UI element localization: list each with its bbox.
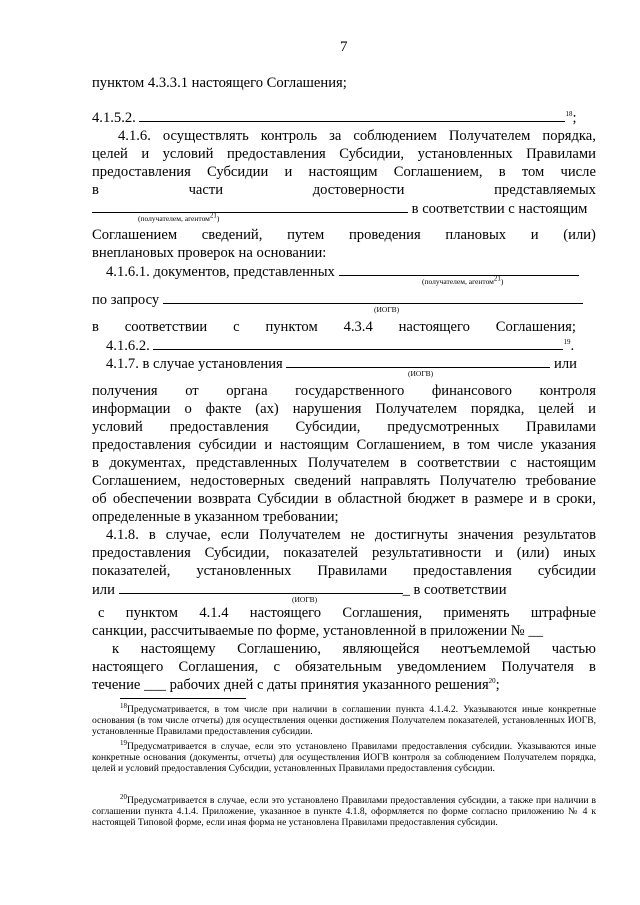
text-line: в документах, представленных Получателем в соответствии с настоящим <box>92 455 596 471</box>
field-caption: (получателем, агентом21) <box>422 274 504 286</box>
text-line: санкции, рассчитываемые по форме, установленной в приложении № __ <box>92 623 543 639</box>
blank-line <box>92 199 408 213</box>
field-caption: (ИОГВ) <box>408 369 434 378</box>
text-line: Соглашением, недостоверных сведений направлять Получателю требование <box>92 473 596 489</box>
text-line: к настоящему Соглашению, являющейся неотъемлемой частью <box>112 641 596 657</box>
text-line: 4.1.8. в случае, если Получателем не достигнуты значения результатов <box>106 527 596 543</box>
text-line: условий предоставления Субсидии, предусмотренных Правилами <box>92 419 596 435</box>
text-line: внеплановых проверок на основании: <box>92 245 327 261</box>
blank-line <box>139 108 565 122</box>
clause-label: 4.1.5.2. <box>92 110 136 126</box>
footnote-19: $^{19}$Предусматривается в случае, если это установлено Правилами предоставления субсидии. Указываются иные конкретные основания (документы, отчеты) для осуществления ИОГВ контроля за соблюдением Получателем порядка, целей и условий предоставления Субсидии, установленных Правилами предоставления субсидии. <box>92 738 596 775</box>
text-line: по запросу <box>92 290 583 309</box>
field-caption: (ИОГВ) <box>292 595 318 604</box>
clause-4-1-5-2: 4.1.5.2. $^{18}$; <box>92 110 577 126</box>
text-line: Соглашением сведений, путем проведения плановых и (или) <box>92 227 596 243</box>
text-line: целей и условий предоставления Субсидии, установленных Правилами <box>92 146 596 162</box>
text-line: получения от органа государственного финансового контроля <box>92 383 596 399</box>
blank-line <box>119 580 403 594</box>
text-line: предоставления субсидии и настоящим Соглашением, в том числе указания <box>92 437 596 453</box>
footnote-18: $^{18}$Предусматривается, в том числе при наличии в соглашении пункта 4.1.4.2. Указываются иные конкретные основания (в том числе отчеты) для осуществления оценки достижения Получателем показателей, установленных ИОГВ, установленные Правилами предоставления субсидии. <box>92 701 596 738</box>
text-line: показателей, установленных Правилами предоставления субсидии <box>92 563 596 579</box>
text-line: в части достоверности представляемых <box>92 182 596 198</box>
clause-4-1-7: 4.1.7. в случае установления или <box>106 356 577 372</box>
footnote-20: $^{20}$Предусматривается в случае, если это установлено Правилами предоставления субсидии, а также при наличии в соглашении пункта 4.1.4. Приложение, указанное в пункте 4.1.8, оформляется по форме согласно приложению № 4 к настоящей Типовой форме, если иная форма не установлена Правилами предоставления субсидии. <box>92 792 596 829</box>
blank-line <box>339 262 579 276</box>
field-caption: (ИОГВ) <box>374 305 400 314</box>
blank-line <box>163 290 583 304</box>
footnote-ref: 18 <box>565 110 573 119</box>
text-line: в соответствии с настоящим <box>92 199 596 218</box>
text-line: или _ в соответствии <box>92 582 507 598</box>
text-line: в соответствии с пунктом 4.3.4 настоящего Соглашения; <box>92 319 576 335</box>
text-line: предоставления Субсидии и настоящим Соглашением, в том числе <box>92 164 596 180</box>
clause-4-1-6-2: 4.1.6.2. $^{19}$. <box>106 338 575 354</box>
text-line: определенные в указанном требовании; <box>92 509 339 525</box>
blank-line <box>153 336 563 350</box>
page-number: 7 <box>340 39 348 55</box>
clause-4-1-6-1: 4.1.6.1. документов, представленных <box>106 262 579 281</box>
text-line: пунктом 4.3.3.1 настоящего Соглашения; <box>92 75 347 91</box>
text-line: 4.1.6. осуществлять контроль за соблюдением Получателем порядка, <box>118 128 596 144</box>
text-line: с пунктом 4.1.4 настоящего Соглашения, применять штрафные <box>98 605 596 621</box>
text-line: информации о факте (ах) нарушения Получателем порядка, целей и <box>92 401 596 417</box>
field-caption: (получателем, агентом21) <box>138 211 220 223</box>
text-line: течение ___ рабочих дней с даты принятия указанного решения$^{20}$; <box>92 677 500 693</box>
text-line: настоящего Соглашения, с обязательным уведомлением Получателя в <box>92 659 596 675</box>
footnote-divider <box>120 698 246 699</box>
blank-line <box>286 354 550 368</box>
text-line: об обеспечении возврата Субсидии в областной бюджет в размере и в сроки, <box>92 491 596 507</box>
text-line: предоставления Субсидии, показателей результативности и (или) иных <box>92 545 596 561</box>
